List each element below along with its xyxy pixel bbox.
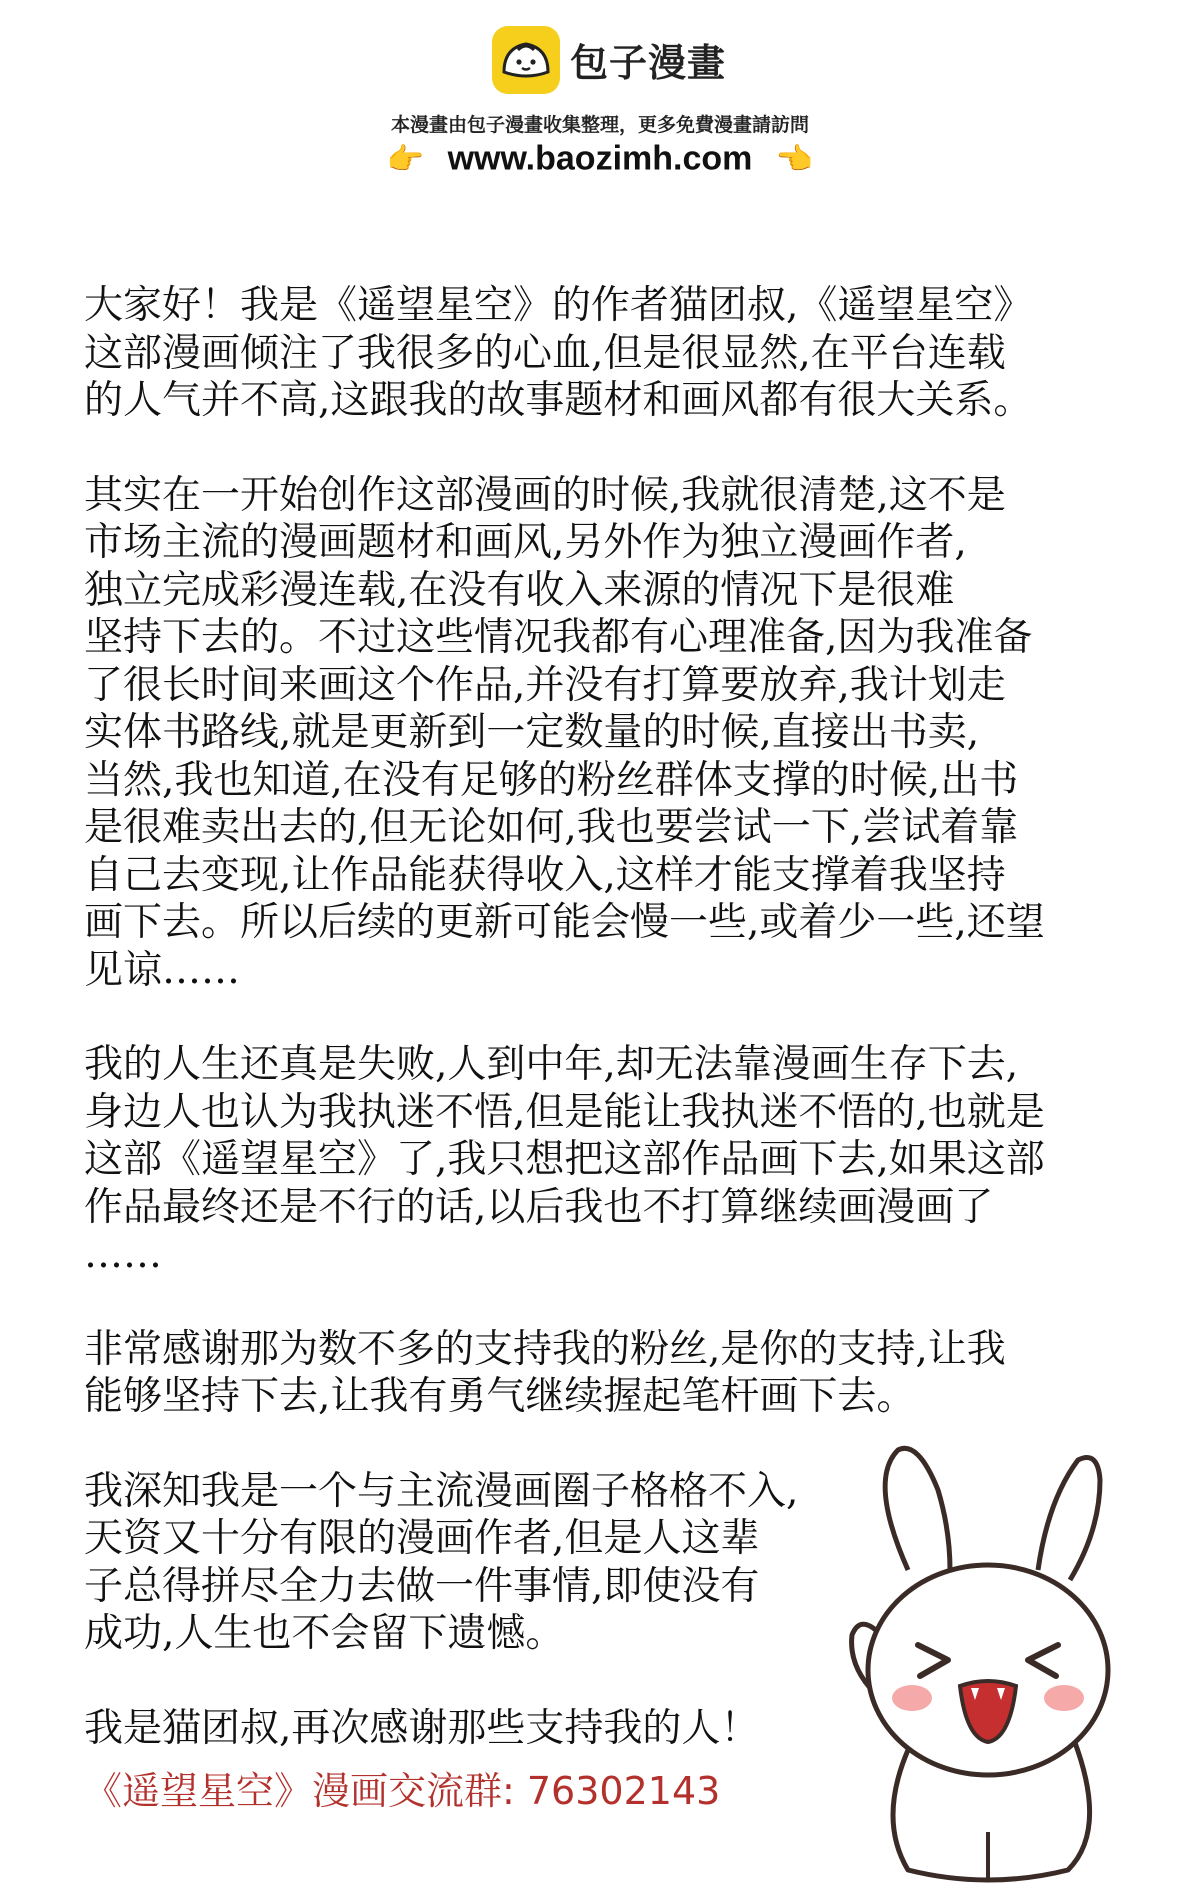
letter-line: 坚持下去的。不过这些情况我都有心理准备,因为我准备: [84, 615, 1033, 660]
letter-line: 非常感谢那为数不多的支持我的粉丝,是你的支持,让我: [84, 1326, 1006, 1372]
letter-line: 我的人生还真是失败,人到中年,却无法靠漫画生存下去,: [84, 1042, 1019, 1087]
letter-line: 自己去变现,让作品能获得收入,这样才能支撑着我坚持: [84, 852, 1006, 898]
letter-line: 这部《遥望星空》了,我只想把这部作品画下去,如果这部: [84, 1137, 1045, 1182]
letter-paragraph: [84, 472, 1164, 995]
fan-group-line: 《遥望星空》漫画交流群: 76302143: [84, 1769, 721, 1813]
letter-paragraph: [84, 1326, 1164, 1421]
pointing-left-hand-icon: 👈: [775, 142, 814, 176]
letter-line: 成功,人生也不会留下遗憾。: [84, 1611, 565, 1656]
waving-bunny-mascot: [838, 1420, 1138, 1890]
baozi-logo-icon: [490, 24, 562, 96]
letter-line: 其实在一开始创作这部漫画的时候,我就很清楚,这不是: [84, 472, 1006, 518]
letter-line: 的人气并不高,这跟我的故事题材和画风都有很大关系。: [84, 378, 1033, 423]
letter-line: 身边人也认为我执迷不悟,但是能让我执迷不悟的,也就是: [84, 1089, 1045, 1135]
letter-paragraph: [84, 1041, 1164, 1279]
site-link-row[interactable]: [0, 138, 1200, 179]
letter-line: 我深知我是一个与主流漫画圈子格格不入,: [84, 1468, 799, 1514]
letter-line: 了很长时间来画这个作品,并没有打算要放弃,我计划走: [84, 662, 1006, 708]
letter-line: 画下去。所以后续的更新可能会慢一些,或着少一些,还望: [84, 900, 1045, 945]
letter-line: ……: [84, 1232, 162, 1277]
letter-line: 子总得拼尽全力去做一件事情,即使没有: [84, 1563, 760, 1609]
letter-line: 见谅……: [84, 947, 241, 993]
letter-line: 作品最终还是不行的话,以后我也不打算继续画漫画了: [84, 1184, 994, 1230]
brand-name: 包子漫畫: [570, 41, 727, 85]
letter-line: 实体书路线,就是更新到一定数量的时候,直接出书卖,: [84, 710, 980, 755]
letter-line: 能够坚持下去,让我有勇气继续握起笔杆画下去。: [84, 1374, 916, 1419]
site-url-link[interactable]: www.baozimh.com: [447, 139, 753, 178]
letter-line: 当然,我也知道,在没有足够的粉丝群体支撑的时候,出书: [84, 757, 1019, 803]
letter-line: 我是猫团叔,再次感谢那些支持我的人！: [84, 1705, 760, 1751]
letter-line: 这部漫画倾注了我很多的心血,但是很显然,在平台连载: [84, 330, 1006, 376]
letter-line: 是很难卖出去的,但无论如何,我也要尝试一下,尝试着靠: [84, 805, 1019, 850]
letter-line: 天资又十分有限的漫画作者,但是人这辈: [84, 1516, 760, 1561]
pointing-right-hand-icon: 👉: [386, 142, 425, 176]
promo-text: 本漫畫由包子漫畫收集整理，更多免費漫畫請訪問: [390, 114, 809, 136]
letter-line: 大家好！我是《遥望星空》的作者猫团叔,《遥望星空》: [84, 283, 1033, 328]
letter-line: 市场主流的漫画题材和画风,另外作为独立漫画作者,: [84, 520, 967, 565]
letter-paragraph: [84, 282, 1164, 425]
site-header: [0, 0, 1200, 180]
letter-line: 独立完成彩漫连载,在没有收入来源的情况下是很难: [84, 567, 955, 613]
